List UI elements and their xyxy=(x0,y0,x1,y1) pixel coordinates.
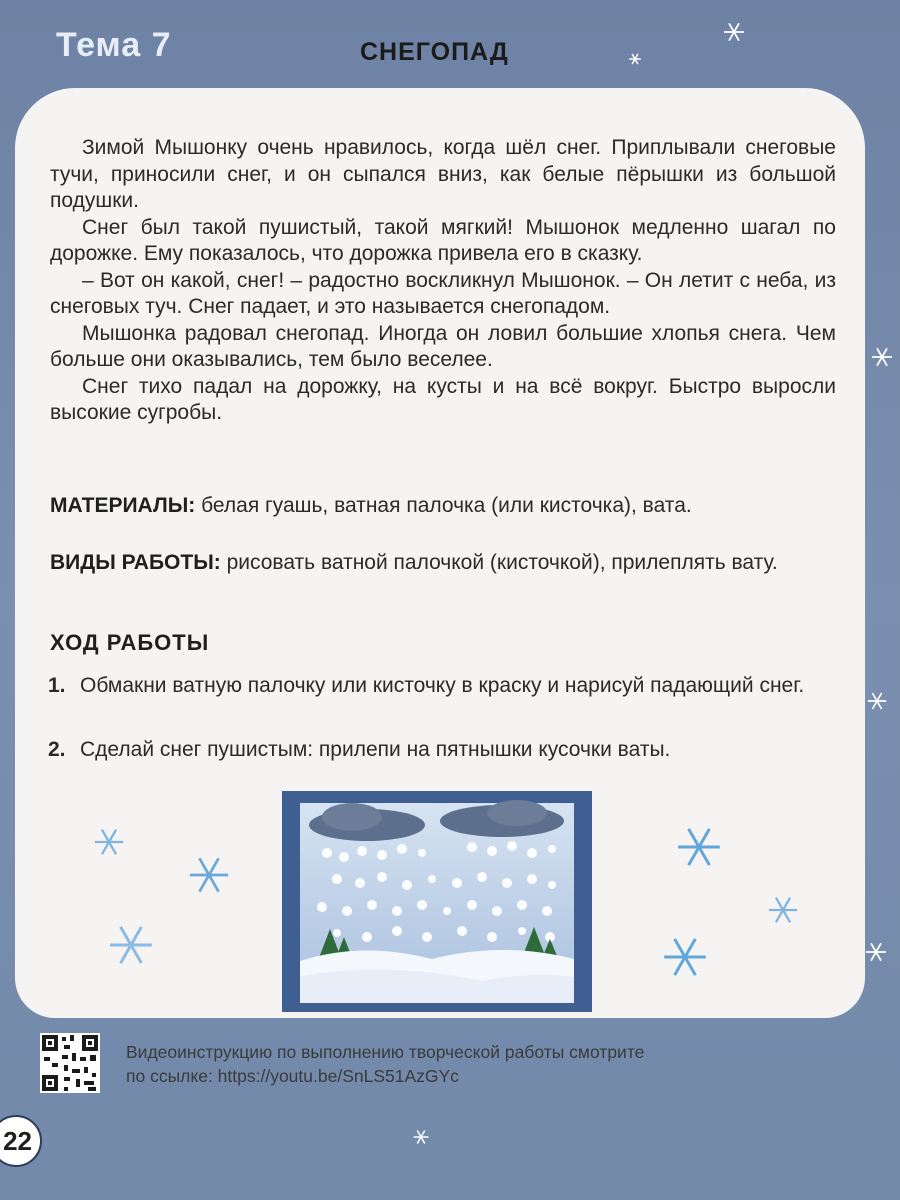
procedure-step xyxy=(48,673,838,699)
story-paragraph: Зимой Мышонку очень нравилось, когда шёл снег. Приплывали снеговые тучи, приносили снег, и он сыпался вниз, как белые пёрышки из большой подушки. xyxy=(50,136,836,212)
qr-code-icon[interactable] xyxy=(40,1033,100,1093)
step-text: Сделай снег пушистым: прилепи на пятнышки кусочки ваты. xyxy=(80,738,671,761)
story-paragraph: – Вот он какой, снег! – радостно воскликнул Мышонок. – Он летит с неба, из снеговых туч. Снег падает, и это называется снегопадом. xyxy=(50,268,836,318)
snowflake-icon xyxy=(866,690,888,712)
snowflake-icon xyxy=(660,932,710,982)
work-types-label: ВИДЫ РАБОТЫ: xyxy=(50,551,221,574)
snowflake-icon xyxy=(628,52,642,66)
snowflake-icon xyxy=(722,20,746,44)
procedure-step xyxy=(48,737,838,763)
story-paragraph: Снег тихо падал на дорожку, на кусты и на всё вокруг. Быстро выросли высокие сугробы. xyxy=(50,374,836,424)
snowfall-example-image xyxy=(282,791,592,1012)
snowflake-icon xyxy=(870,345,894,369)
video-instruction-note xyxy=(126,1040,826,1088)
step-number: 1. xyxy=(48,674,66,697)
snowflake-icon xyxy=(766,893,800,927)
video-note-line: Видеоинструкцию по выполнению творческой работы смотрите xyxy=(126,1042,645,1062)
materials-section xyxy=(50,493,836,519)
snowflake-icon xyxy=(92,825,126,859)
snowflake-icon xyxy=(864,940,888,964)
topic-label: Тема 7 xyxy=(56,26,172,64)
page-number: 22 xyxy=(0,1115,42,1167)
snowflake-icon xyxy=(674,822,724,872)
materials-label: МАТЕРИАЛЫ: xyxy=(50,494,196,517)
story-paragraph: Мышонка радовал снегопад. Иногда он ловил большие хлопья снега. Чем больше они оказывались, тем было веселее. xyxy=(50,321,836,371)
procedure-title: ХОД РАБОТЫ xyxy=(50,630,210,655)
step-text: Обмакни ватную палочку или кисточку в краску и нарисуй падающий снег. xyxy=(80,674,805,697)
snowflake-icon xyxy=(412,1128,430,1146)
video-link[interactable]: по ссылке: https://youtu.be/SnLS51AzGYc xyxy=(126,1066,459,1086)
materials-text: белая гуашь, ватная палочка (или кисточка), вата. xyxy=(201,494,692,517)
work-types-section xyxy=(50,550,836,576)
work-types-text: рисовать ватной палочкой (кисточкой), прилеплять вату. xyxy=(226,551,778,574)
step-number: 2. xyxy=(48,738,66,761)
story-text xyxy=(50,135,836,427)
page-title: СНЕГОПАД xyxy=(360,38,509,66)
story-paragraph: Снег был такой пушистый, такой мягкий! Мышонок медленно шагал по дорожке. Ему показалось, что дорожка привела его в сказку. xyxy=(50,215,836,265)
snowflake-icon xyxy=(106,920,156,970)
snowflake-icon xyxy=(186,852,232,898)
